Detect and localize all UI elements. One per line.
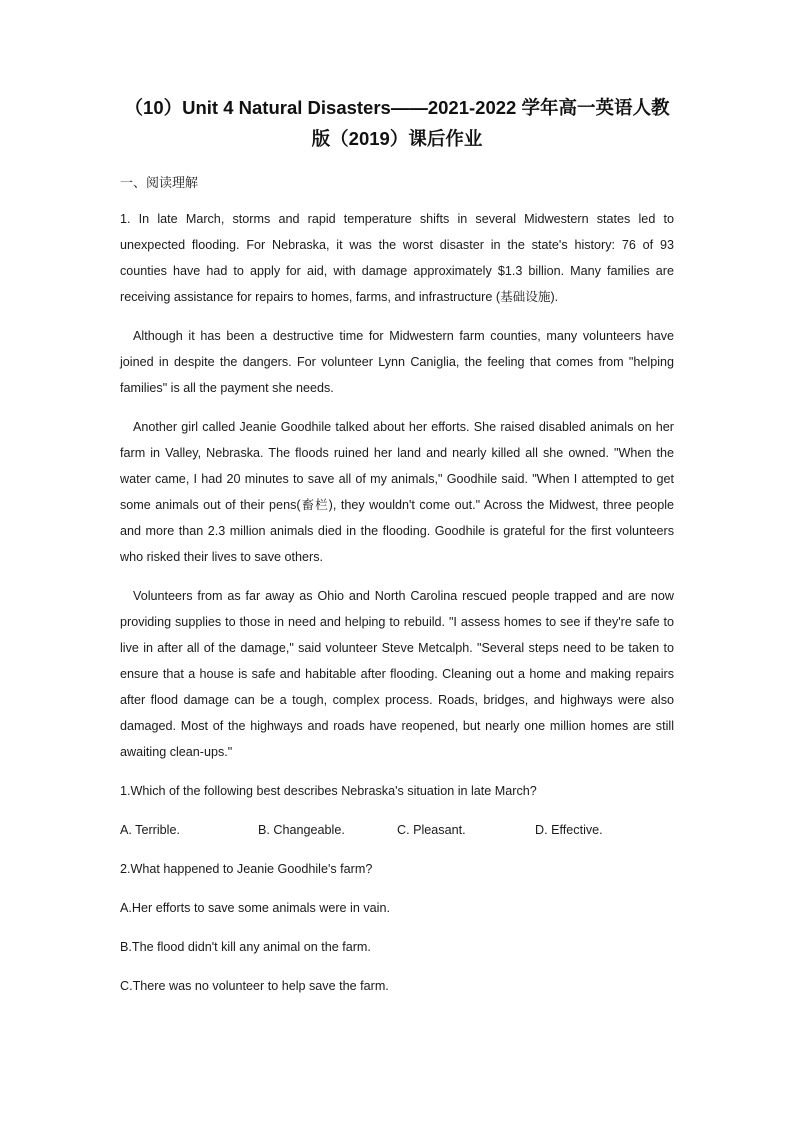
- title-line-2: 版（2019）课后作业: [311, 128, 483, 149]
- passage-paragraph-2: Although it has been a destructive time for Midwestern farm counties, many volunteers have joined in despite the dangers. For volunteer Lynn Caniglia, the feeling that comes from "helping families" is all the payment she needs.: [120, 329, 674, 395]
- question-2-option-a: A.Her efforts to save some animals were in vain.: [120, 901, 390, 915]
- question-1-stem: 1.Which of the following best describes Nebraska's situation in late March?: [120, 784, 537, 798]
- document-page: [120, 92, 674, 999]
- question-2-option-c: C.There was no volunteer to help save the farm.: [120, 979, 389, 993]
- section-heading: 一、阅读理解: [120, 175, 199, 190]
- passage-paragraph-1: 1. In late March, storms and rapid temperature shifts in several Midwestern states led to unexpected flooding. For Nebraska, it was the worst disaster in the state's history: 76 of 93 counties have had to apply for aid, with damage approximately $1.3 billion. Many families are receiving assistance for repairs to homes, farms, and infrastructure (基础设施).: [120, 212, 674, 304]
- question-1-option-d: D. Effective.: [535, 823, 603, 837]
- question-2-option-b: B.The flood didn't kill any animal on the farm.: [120, 940, 371, 954]
- question-2-stem: 2.What happened to Jeanie Goodhile's farm?: [120, 862, 373, 876]
- question-1-options: [120, 817, 674, 843]
- title-line-1: （10）Unit 4 Natural Disasters——2021-2022 学年高一英语人教: [124, 97, 670, 118]
- question-1-option-a: A. Terrible.: [120, 823, 180, 837]
- document-title: [120, 92, 674, 154]
- question-1-option-c: C. Pleasant.: [397, 823, 466, 837]
- question-1-option-b: B. Changeable.: [258, 823, 345, 837]
- passage-paragraph-3: Another girl called Jeanie Goodhile talked about her efforts. She raised disabled animals on her farm in Valley, Nebraska. The floods ruined her land and nearly killed all she owned. "When the water came, I had 20 minutes to save all of my animals," Goodhile said. "When I attempted to get some animals out of their pens(畜栏), they wouldn't come out." Across the Midwest, three people and more than 2.3 million animals died in the flooding. Goodhile is grateful for the first volunteers who risked their lives to save others.: [120, 420, 674, 564]
- passage-paragraph-4: Volunteers from as far away as Ohio and North Carolina rescued people trapped and are now providing supplies to those in need and helping to rebuild. "I assess homes to see if they're safe to live in after all of the damage," said volunteer Steve Metcalph. "Several steps need to be taken to ensure that a house is safe and habitable after flooding. Cleaning out a home and making repairs after flood damage can be a tough, complex process. Roads, bridges, and highways were also damaged. Most of the highways and roads have reopened, but nearly one million homes are still awaiting clean-ups.": [120, 589, 674, 759]
